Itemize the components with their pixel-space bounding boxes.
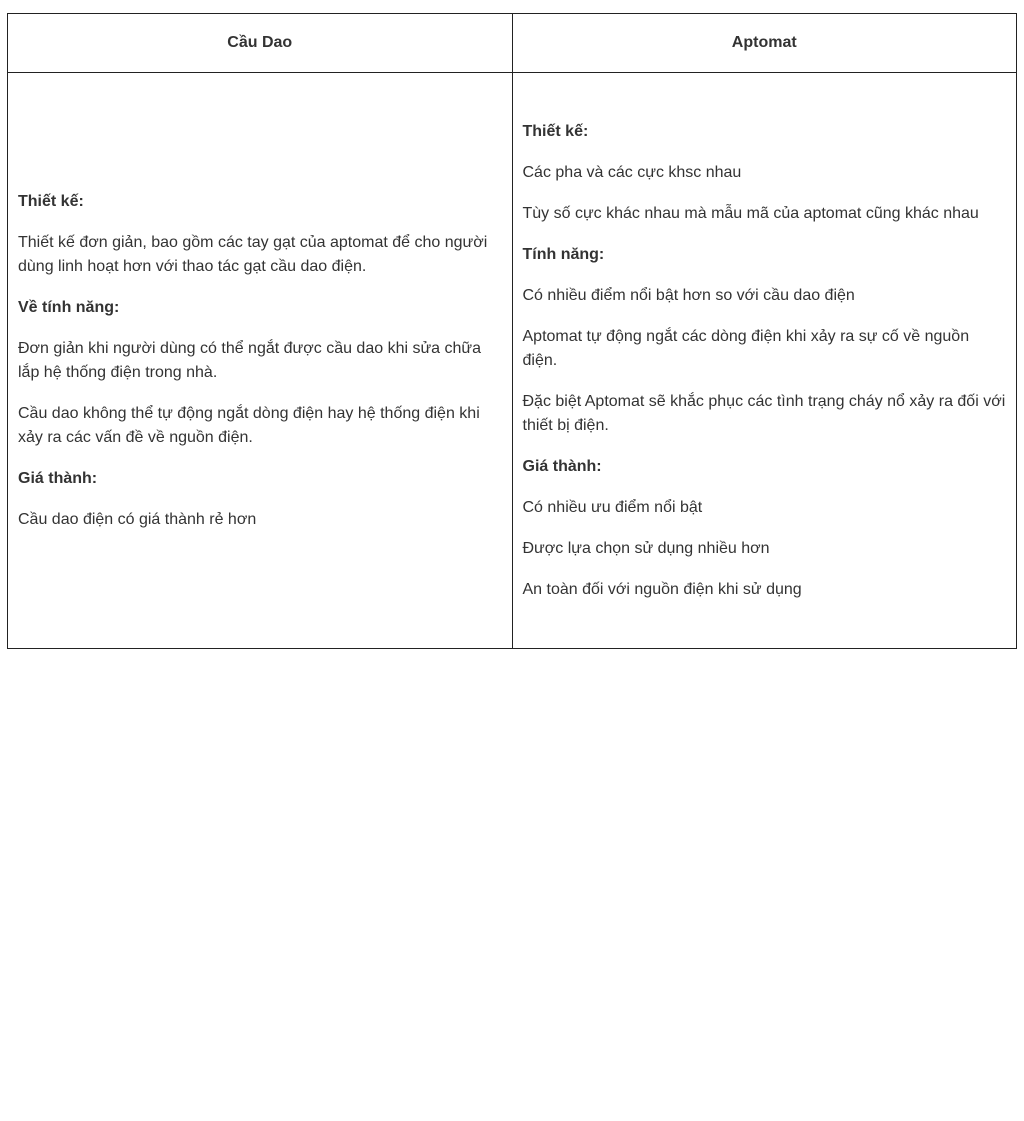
cell-aptomat [512,73,1017,649]
header-cau-dao: Cầu Dao [8,14,513,73]
cau-dao-content [18,190,502,532]
paragraph: Có nhiều điểm nổi bật hơn so với cầu dao điện [522,286,855,304]
paragraph: Thiết kế đơn giản, bao gồm các tay gạt của aptomat để cho người dùng linh hoạt hơn với thao tác gạt cầu dao điện. [18,233,488,275]
cell-cau-dao [8,73,513,649]
paragraph: Cầu dao không thể tự động ngắt dòng điện hay hệ thống điện khi xảy ra các vấn đề về nguồn điện. [18,404,480,446]
paragraph: Đơn giản khi người dùng có thể ngắt được cầu dao khi sửa chữa lắp hệ thống điện trong nhà. [18,339,482,381]
section-heading: Tính năng: [522,245,605,263]
section-heading: Thiết kế: [522,122,589,140]
comparison-table [7,13,1017,649]
aptomat-content [523,120,1007,602]
paragraph: An toàn đối với nguồn điện khi sử dụng [522,580,802,598]
paragraph: Đặc biệt Aptomat sẽ khắc phục các tình trạng cháy nổ xảy ra đối với thiết bị điện. [522,392,1006,434]
section-heading: Về tính năng: [18,298,120,316]
paragraph: Aptomat tự động ngắt các dòng điện khi xảy ra sự cố về nguồn điện. [522,327,970,369]
paragraph: Được lựa chọn sử dụng nhiều hơn [522,539,770,557]
paragraph: Tùy số cực khác nhau mà mẫu mã của aptomat cũng khác nhau [522,204,979,222]
content-row [8,73,1017,649]
paragraph: Các pha và các cực khsc nhau [522,163,742,181]
section-heading: Thiết kế: [18,192,84,210]
header-row [8,14,1017,73]
section-heading: Giá thành: [522,457,602,475]
section-heading: Giá thành: [18,469,98,487]
header-aptomat: Aptomat [512,14,1017,73]
paragraph: Có nhiều ưu điểm nổi bật [522,498,703,516]
paragraph: Cầu dao điện có giá thành rẻ hơn [18,510,257,528]
